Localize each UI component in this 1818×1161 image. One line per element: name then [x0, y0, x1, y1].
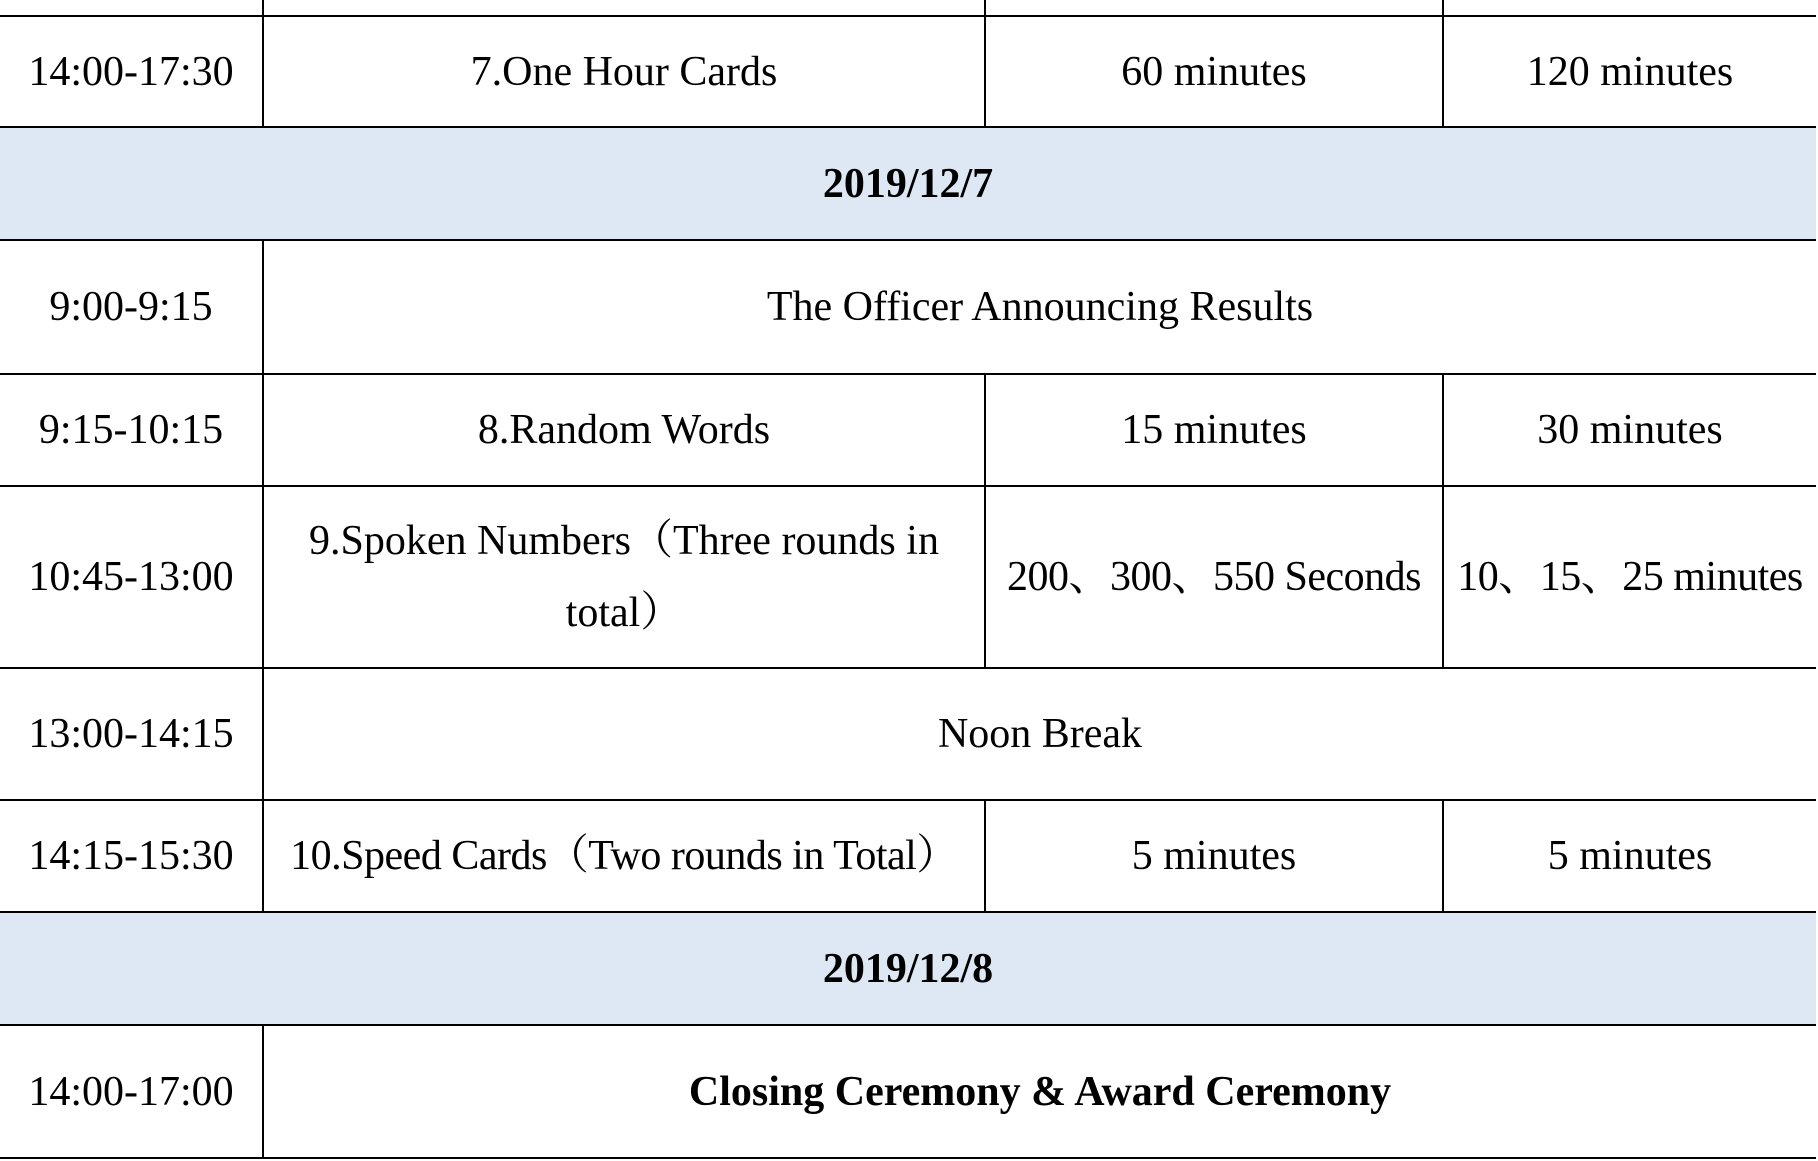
table-row [0, 668, 1816, 800]
date-heading: 2019/12/7 [0, 127, 1816, 240]
table-row [0, 240, 1816, 374]
memorization-time-cell: 60 minutes [985, 16, 1443, 127]
event-cell: 8.Random Words [263, 374, 985, 486]
recall-time-cell: 30 minutes [1443, 374, 1816, 486]
table-row [0, 16, 1816, 127]
table-row [0, 374, 1816, 486]
event-cell: 7.One Hour Cards [263, 16, 985, 127]
closing-ceremony-cell: Closing Ceremony & Award Ceremony [263, 1025, 1816, 1158]
memorization-time-cell: 15 minutes [985, 374, 1443, 486]
event-cell: 9.Spoken Numbers（Three rounds in total） [263, 486, 985, 668]
date-row [0, 912, 1816, 1025]
recall-time-cell [1443, 0, 1816, 16]
date-row [0, 127, 1816, 240]
time-cell: 13:00-14:15 [0, 668, 263, 800]
table-row [0, 486, 1816, 668]
table-row [0, 1025, 1816, 1158]
table-row [0, 800, 1816, 912]
memorization-time-cell [985, 0, 1443, 16]
memorization-time-cell: 5 minutes [985, 800, 1443, 912]
table-row [0, 0, 1816, 16]
memorization-time-cell: 200、300、550 Seconds [985, 486, 1443, 668]
announcement-cell: The Officer Announcing Results [263, 240, 1816, 374]
event-cell: 10.Speed Cards（Two rounds in Total） [263, 800, 985, 912]
time-cell [0, 0, 263, 16]
time-cell: 10:45-13:00 [0, 486, 263, 668]
time-cell: 14:00-17:00 [0, 1025, 263, 1158]
recall-time-cell: 120 minutes [1443, 16, 1816, 127]
time-cell: 14:00-17:30 [0, 16, 263, 127]
time-cell: 14:15-15:30 [0, 800, 263, 912]
event-cell [263, 0, 985, 16]
time-cell: 9:00-9:15 [0, 240, 263, 374]
time-cell: 9:15-10:15 [0, 374, 263, 486]
date-heading: 2019/12/8 [0, 912, 1816, 1025]
recall-time-cell: 5 minutes [1443, 800, 1816, 912]
recall-time-cell: 10、15、25 minutes [1443, 486, 1816, 668]
break-cell: Noon Break [263, 668, 1816, 800]
